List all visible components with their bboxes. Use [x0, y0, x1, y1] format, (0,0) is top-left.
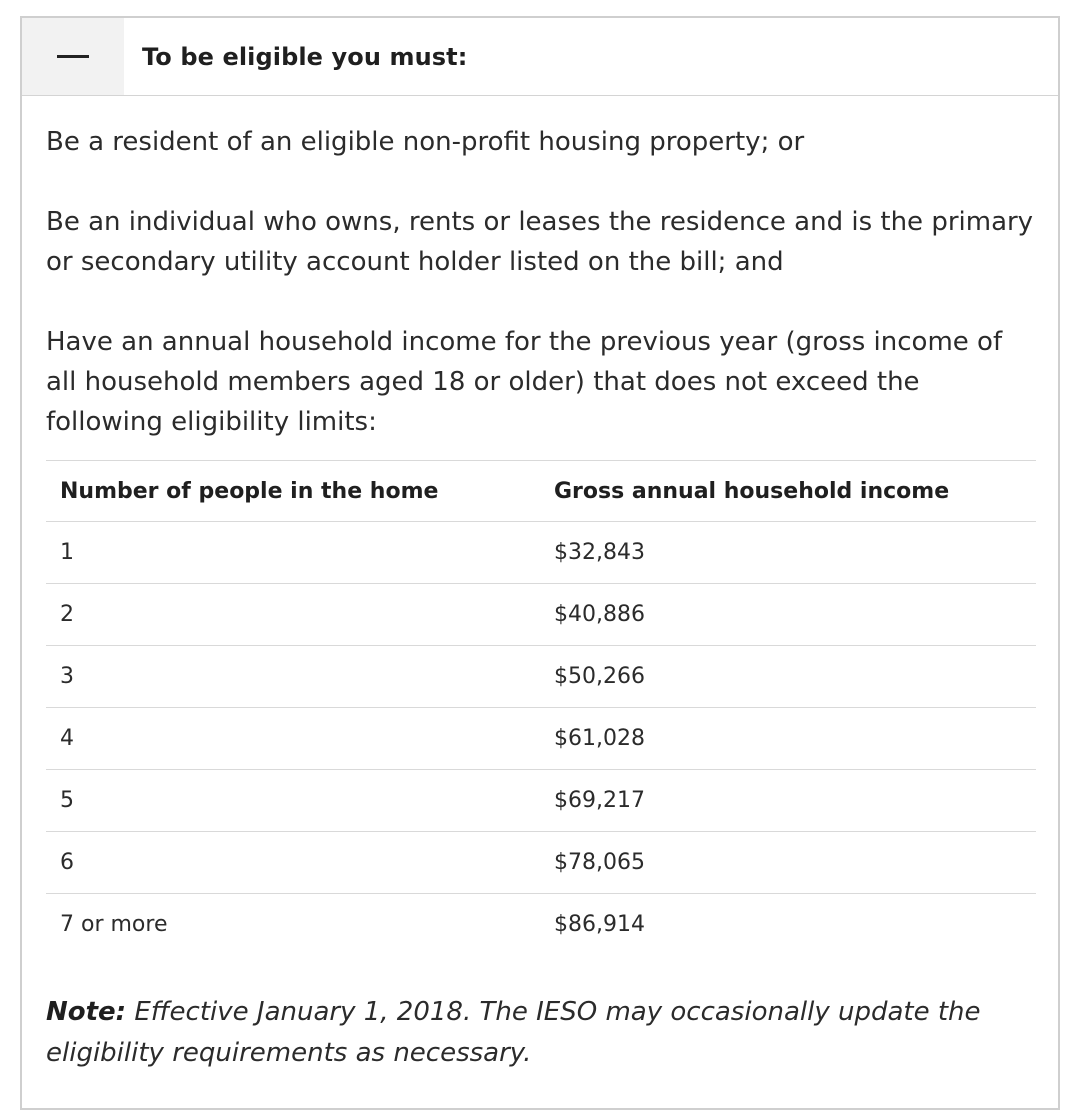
eligibility-paragraph-account-holder: Be an individual who owns, rents or leases the residence and is the primary or secondary utility account holder listed on the bill; and [46, 207, 1034, 277]
column-header-people: Number of people in the home [46, 461, 540, 522]
table-row [46, 708, 1036, 770]
collapse-toggle-button[interactable] [22, 18, 124, 95]
income-limits-table [46, 460, 1036, 956]
accordion-title: To be eligible you must: [142, 42, 468, 71]
income-limit-cell: $50,266 [540, 646, 1036, 708]
income-limit-cell: $32,843 [554, 540, 645, 565]
note-label: Note: [46, 996, 127, 1027]
accordion-header[interactable] [22, 18, 1058, 96]
people-count-cell: 1 [60, 540, 74, 565]
minus-icon [57, 55, 89, 58]
income-limit-cell: $78,065 [540, 832, 1036, 894]
income-limit-cell: $86,914 [540, 894, 1036, 956]
people-count-cell: 2 [46, 584, 540, 646]
eligibility-paragraph-resident: Be a resident of an eligible non-profit housing property; or [46, 127, 805, 157]
table-row [46, 584, 1036, 646]
column-header-income: Gross annual household income [540, 461, 1036, 522]
income-limit-cell: $61,028 [540, 708, 1036, 770]
people-count-cell: 3 [46, 646, 540, 708]
note-text: Effective January 1, 2018. The IESO may occasionally update the eligibility requirements as necessary. [46, 996, 981, 1068]
income-limit-cell: $40,886 [540, 584, 1036, 646]
table-header-row [46, 461, 1036, 522]
people-count-cell: 7 or more [46, 894, 540, 956]
people-count-cell: 4 [46, 708, 540, 770]
table-row [46, 646, 1036, 708]
eligibility-note [46, 992, 1034, 1074]
accordion-body [22, 122, 1058, 1074]
table-row [46, 522, 1036, 584]
eligibility-paragraph-income: Have an annual household income for the previous year (gross income of all household members aged 18 or older) that does not exceed the following eligibility limits: [46, 327, 1003, 437]
table-row [46, 894, 1036, 956]
people-count-cell: 5 [46, 770, 540, 832]
table-row [46, 832, 1036, 894]
income-limit-cell: $69,217 [540, 770, 1036, 832]
table-row [46, 770, 1036, 832]
people-count-cell: 6 [46, 832, 540, 894]
eligibility-accordion [20, 16, 1060, 1110]
